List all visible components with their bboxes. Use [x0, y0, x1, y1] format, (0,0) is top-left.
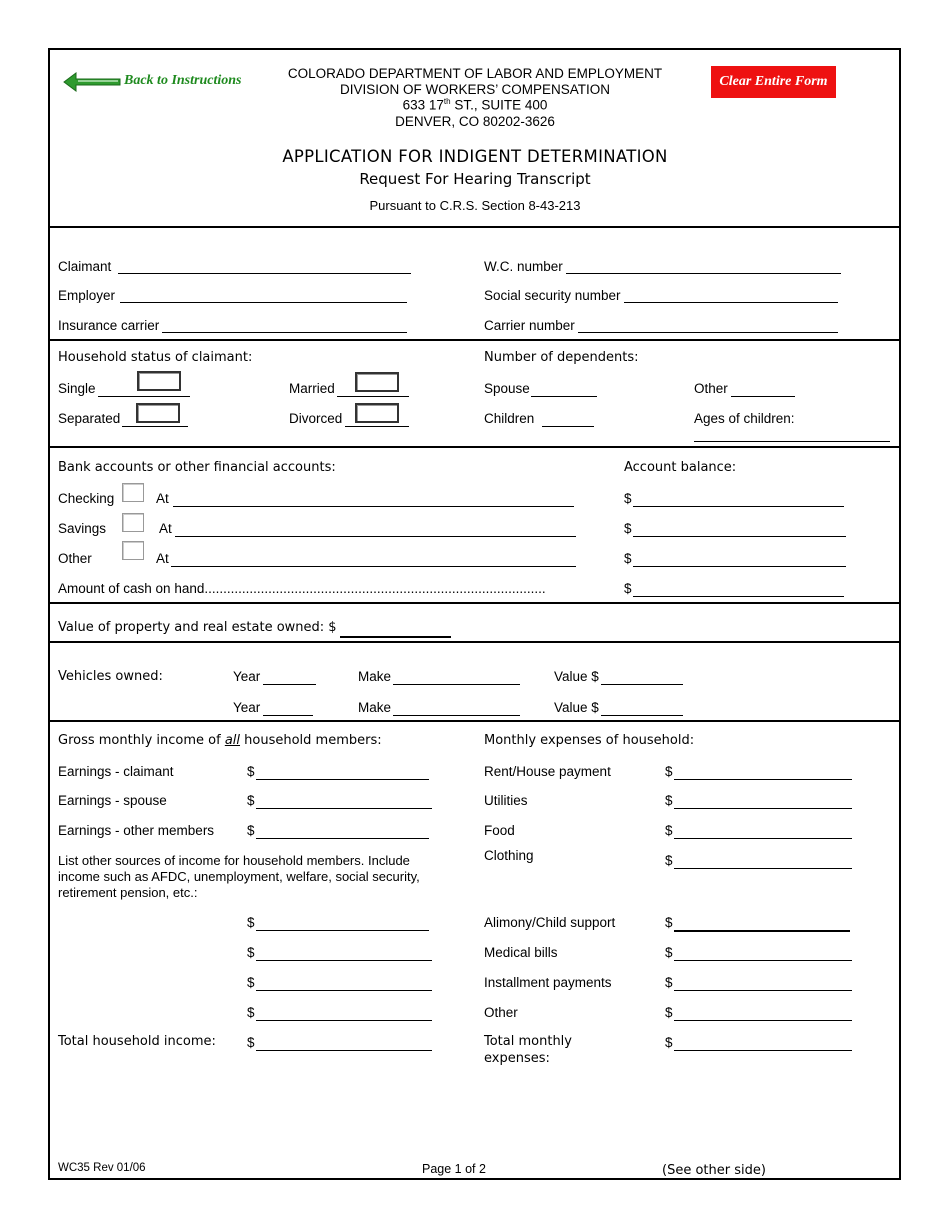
- alimony-field[interactable]: [674, 914, 850, 932]
- other-income-1-dollar: $: [247, 915, 255, 930]
- expenses-heading: Monthly expenses of household:: [484, 733, 695, 748]
- divider-vehicles: [48, 720, 901, 722]
- spouse-label: Spouse: [484, 381, 530, 396]
- divorced-checkbox[interactable]: [355, 403, 399, 423]
- divider-property: [48, 641, 901, 643]
- total-expenses-label-1: Total monthly: [484, 1034, 572, 1049]
- page-number: Page 1 of 2: [422, 1162, 486, 1176]
- total-expenses-label-2: expenses:: [484, 1051, 550, 1066]
- earnings-other-label: Earnings - other members: [58, 823, 215, 838]
- divider-header: [48, 226, 901, 228]
- other-income-1-field[interactable]: [256, 914, 429, 931]
- other-expenses-label: Other: [484, 1005, 518, 1020]
- rent-field[interactable]: [674, 763, 852, 780]
- property-value-field[interactable]: [340, 620, 451, 638]
- claimant-field[interactable]: [118, 257, 411, 274]
- cash-on-hand-field[interactable]: [633, 580, 844, 597]
- single-checkbox[interactable]: [137, 371, 181, 391]
- savings-at-field[interactable]: [175, 520, 576, 537]
- children-field[interactable]: [542, 411, 594, 427]
- other-account-label: Other: [58, 551, 92, 566]
- other-dependents-field[interactable]: [731, 381, 795, 397]
- rent-label: Rent/House payment: [484, 764, 611, 779]
- household-status-heading: Household status of claimant:: [58, 350, 253, 365]
- separated-checkbox[interactable]: [136, 403, 180, 423]
- left-arrow-icon: [62, 70, 124, 94]
- total-expenses-dollar: $: [665, 1035, 673, 1050]
- vehicle-2-make-label: Make: [358, 700, 392, 715]
- vehicle-2-value-field[interactable]: [601, 699, 683, 716]
- other-account-at-label: At: [156, 551, 169, 566]
- divider-claimant: [48, 339, 901, 341]
- clothing-dollar: $: [665, 853, 673, 868]
- bank-accounts-heading: Bank accounts or other financial accounts:: [58, 460, 336, 475]
- food-field[interactable]: [674, 822, 852, 839]
- other-expenses-dollar: $: [665, 1005, 673, 1020]
- back-to-instructions-label: Back to Instructions: [124, 73, 242, 88]
- vehicle-2-make-field[interactable]: [393, 699, 520, 716]
- earnings-other-field[interactable]: [256, 822, 429, 839]
- agency-line-1: COLORADO DEPARTMENT OF LABOR AND EMPLOYMENT: [287, 66, 663, 81]
- other-income-4-dollar: $: [247, 1005, 255, 1020]
- married-checkbox[interactable]: [355, 372, 399, 392]
- children-label: Children: [484, 411, 535, 426]
- spouse-field[interactable]: [531, 381, 597, 397]
- vehicle-1-year-label: Year: [233, 669, 261, 684]
- checking-balance-field[interactable]: [633, 490, 844, 507]
- utilities-dollar: $: [665, 793, 673, 808]
- cash-dollar: $: [624, 581, 632, 596]
- vehicle-1-year-field[interactable]: [263, 668, 316, 685]
- divorced-label: Divorced: [289, 411, 343, 426]
- savings-label: Savings: [58, 521, 107, 536]
- checking-label: Checking: [58, 491, 115, 506]
- agency-city: DENVER, CO 80202-3626: [395, 114, 555, 129]
- alimony-label: Alimony/Child support: [484, 915, 616, 930]
- other-account-at-field[interactable]: [171, 550, 576, 567]
- savings-checkbox[interactable]: [122, 513, 144, 532]
- other-account-dollar: $: [624, 551, 632, 566]
- food-dollar: $: [665, 823, 673, 838]
- clear-entire-form-button[interactable]: Clear Entire Form: [711, 66, 836, 98]
- vehicle-2-year-field[interactable]: [263, 699, 313, 716]
- dependents-heading: Number of dependents:: [484, 350, 639, 365]
- ages-of-children-field[interactable]: [694, 427, 890, 442]
- statute-reference: Pursuant to C.R.S. Section 8-43-213: [369, 198, 581, 213]
- employer-field[interactable]: [120, 286, 407, 303]
- wc-number-label: W.C. number: [484, 259, 563, 274]
- other-sources-line-1: List other sources of income for household members. Include: [58, 853, 410, 868]
- alimony-dollar: $: [665, 915, 673, 930]
- vehicle-2-year-label: Year: [233, 700, 261, 715]
- other-income-3-dollar: $: [247, 975, 255, 990]
- installment-dollar: $: [665, 975, 673, 990]
- other-dependents-label: Other: [694, 381, 728, 396]
- other-income-2-field[interactable]: [256, 944, 432, 961]
- employer-label: Employer: [58, 288, 116, 303]
- property-value-label: Value of property and real estate owned: $: [58, 620, 337, 635]
- savings-balance-field[interactable]: [633, 520, 846, 537]
- vehicle-1-make-field[interactable]: [393, 668, 520, 685]
- checking-checkbox[interactable]: [122, 483, 144, 502]
- utilities-field[interactable]: [674, 792, 852, 809]
- installment-field[interactable]: [674, 974, 852, 991]
- clothing-field[interactable]: [674, 852, 852, 869]
- vehicles-owned-label: Vehicles owned:: [58, 669, 163, 684]
- other-income-4-field[interactable]: [256, 1004, 432, 1021]
- clothing-label: Clothing: [484, 848, 534, 863]
- total-expenses-field[interactable]: [674, 1034, 852, 1051]
- checking-dollar: $: [624, 491, 632, 506]
- married-label: Married: [289, 381, 335, 396]
- other-expenses-field[interactable]: [674, 1004, 852, 1021]
- other-income-2-dollar: $: [247, 945, 255, 960]
- food-label: Food: [484, 823, 515, 838]
- insurance-carrier-field[interactable]: [162, 316, 407, 333]
- vehicle-1-make-label: Make: [358, 669, 392, 684]
- savings-dollar: $: [624, 521, 632, 536]
- back-to-instructions-link[interactable]: [62, 70, 262, 94]
- claimant-label: Claimant: [58, 259, 112, 274]
- carrier-number-field[interactable]: [578, 316, 838, 333]
- earnings-spouse-label: Earnings - spouse: [58, 793, 167, 808]
- checking-at-label: At: [156, 491, 169, 506]
- form-id: WC35 Rev 01/06: [58, 1162, 146, 1174]
- total-household-income-field[interactable]: [256, 1034, 432, 1051]
- form-subtitle: Request For Hearing Transcript: [359, 170, 591, 188]
- other-account-checkbox[interactable]: [122, 541, 144, 560]
- earnings-claimant-dollar: $: [247, 764, 255, 779]
- earnings-claimant-label: Earnings - claimant: [58, 764, 174, 779]
- vehicle-1-value-field[interactable]: [601, 668, 683, 685]
- ssn-label: Social security number: [484, 288, 621, 303]
- divider-household: [48, 446, 901, 448]
- vehicle-1-value-label: Value $: [554, 669, 599, 684]
- utilities-label: Utilities: [484, 793, 528, 808]
- other-account-balance-field[interactable]: [633, 550, 846, 567]
- agency-line-2: DIVISION OF WORKERS’ COMPENSATION: [339, 82, 611, 97]
- income-heading: Gross monthly income of all household members:: [58, 733, 382, 748]
- carrier-number-label: Carrier number: [484, 318, 575, 333]
- total-income-dollar: $: [247, 1035, 255, 1050]
- earnings-spouse-field[interactable]: [256, 792, 432, 809]
- medical-bills-label: Medical bills: [484, 945, 558, 960]
- total-household-income-label: Total household income:: [58, 1034, 216, 1049]
- ssn-field[interactable]: [624, 286, 838, 303]
- agency-address: 633 17th ST., SUITE 400: [402, 97, 548, 113]
- divider-bank: [48, 602, 901, 604]
- earnings-other-dollar: $: [247, 823, 255, 838]
- form-title: APPLICATION FOR INDIGENT DETERMINATION: [282, 147, 668, 166]
- insurance-carrier-label: Insurance carrier: [58, 318, 160, 333]
- wc-number-field[interactable]: [566, 257, 841, 274]
- rent-dollar: $: [665, 764, 673, 779]
- other-income-3-field[interactable]: [256, 974, 432, 991]
- cash-on-hand-label: Amount of cash on hand...........................................................................................: [58, 581, 546, 596]
- separated-label: Separated: [58, 411, 121, 426]
- installment-label: Installment payments: [484, 975, 612, 990]
- medical-dollar: $: [665, 945, 673, 960]
- checking-at-field[interactable]: [173, 490, 574, 507]
- other-sources-line-2: income such as AFDC, unemployment, welfare, social security,: [58, 869, 420, 884]
- savings-at-label: At: [159, 521, 172, 536]
- earnings-spouse-dollar: $: [247, 793, 255, 808]
- single-label: Single: [58, 381, 96, 396]
- medical-bills-field[interactable]: [674, 944, 852, 961]
- ages-of-children-label: Ages of children:: [694, 411, 795, 426]
- account-balance-heading: Account balance:: [624, 460, 737, 475]
- earnings-claimant-field[interactable]: [256, 763, 429, 780]
- see-other-side: (See other side): [662, 1163, 766, 1178]
- other-sources-line-3: retirement pension, etc.:: [58, 885, 198, 900]
- vehicle-2-value-label: Value $: [554, 700, 599, 715]
